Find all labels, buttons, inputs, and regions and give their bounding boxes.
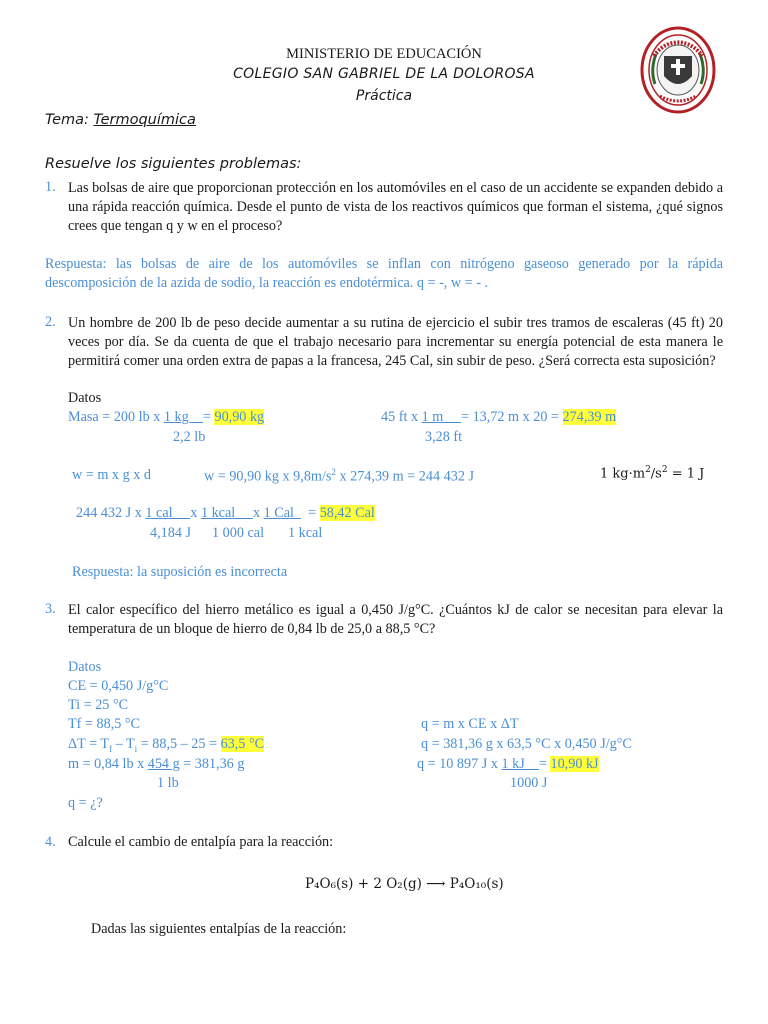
q3-ti: Ti = 25 °C: [68, 697, 129, 713]
q1-number: 1.: [45, 179, 56, 195]
q2-number: 2.: [45, 314, 56, 330]
q3-q-denominator: 1000 J: [510, 775, 548, 791]
q2-work-formula: w = m x g x d: [72, 467, 151, 483]
q3-q-conversion: q = 10 897 J x 1 kJ = 10,90 kJ: [417, 756, 599, 772]
q3-ce: CE = 0,450 J/g°C: [68, 678, 169, 694]
q2-height-conversion: 45 ft x 1 m = 13,72 m x 20 = 274,39 m: [381, 409, 617, 425]
energy-result: 58,42 Cal: [319, 505, 375, 521]
heat-result: 10,90 kJ: [550, 756, 599, 772]
q4-given-text: Dadas las siguientes entalpías de la reacción:: [91, 921, 347, 937]
q3-q-unknown: q = ¿?: [68, 795, 103, 811]
q3-q-formula: q = m x CE x ΔT: [421, 716, 519, 732]
q3-tf: Tf = 88,5 °C: [68, 716, 140, 732]
q2-mass-denominator: 2,2 lb: [173, 429, 206, 445]
topic-line: [45, 112, 196, 128]
topic-label: Tema:: [45, 112, 89, 128]
q4-reaction: P₄O₆(s) + 2 O₂(g) ⟶ P₄O₁₀(s): [305, 876, 504, 892]
page-subtitle: Práctica: [355, 88, 413, 104]
ministry-title: MINISTERIO DE EDUCACIÓN: [286, 46, 482, 62]
q2-answer: Respuesta: la suposición es incorrecta: [72, 564, 288, 580]
q3-text: El calor específico del hierro metálico es igual a 0,450 J/g°C. ¿Cuántos kJ de calor se necesitan para elevar la temperatura de un bloque de hierro de 0,84 lb de 25,0 a 88,5 °C?: [68, 602, 723, 637]
q2-mass-conversion: Masa = 200 lb x 1 kg = 90,90 kg: [68, 409, 265, 425]
mass-result: 90,90 kg: [214, 409, 265, 425]
q2-height-denominator: 3,28 ft: [425, 429, 463, 445]
q3-q-calculation: q = 381,36 g x 63,5 °C x 0,450 J/g°C: [421, 736, 632, 752]
q2-text: Un hombre de 200 lb de peso decide aumentar a su rutina de ejercicio el subir tres tramos de escaleras (45 ft) 20 veces por día. Se da cuenta de que el trabajo necesario para incrementar su energía potencial de esta manera le permitirá comer una orden extra de papas a la francesa, 245 Cal, sin subir de peso. ¿Será correcta esta suposición?: [68, 315, 723, 369]
q3-datos-label: Datos: [68, 659, 102, 675]
q3-number: 3.: [45, 601, 56, 617]
school-seal-logo: [640, 26, 716, 114]
q3-delta-t: $\Delta T = T_f - T_i = 88,5 - 25 = 63,5$ °C: [68, 736, 265, 754]
q2-denom-2: 1 000 cal: [212, 525, 265, 541]
q4-number: 4.: [45, 834, 56, 850]
q2-unit-equivalence: 1 $kg\cdot m^2/s^2 = 1$ J: [600, 465, 705, 482]
q2-energy-conversion: 244 432 J x 1 cal x 1 kcal x 1 Cal = 58,42 Cal: [76, 505, 375, 521]
q1-text: Las bolsas de aire que proporcionan protección en los automóviles en el caso de un accidente se expanden debido a una rápida reacción química. Desde el punto de vista de los reactivos químicos que forman el sistema, ¿qué signos crees que tengan q y w en el proceso?: [68, 180, 723, 234]
school-name: COLEGIO SAN GABRIEL DE LA DOLOROSA: [233, 66, 535, 82]
q4-text: Calcule el cambio de entalpía para la reacción:: [68, 834, 334, 850]
height-result: 274,39 m: [562, 409, 617, 425]
q2-work-calculation: w = 90,90 kg x $9,8m/s^2$ x 274,39 m = 244 432 J: [204, 467, 474, 485]
q1-answer: Respuesta: las bolsas de aire de los automóviles se inflan con nitrógeno gaseoso generado por la rápida descomposición de la azida de sodio, la reacción es endotérmica. q = -, w = - .: [45, 256, 723, 291]
q2-denom-3: 1 kcal: [288, 525, 323, 541]
topic-value: Termoquímica: [93, 112, 196, 128]
q2-datos-label: Datos: [68, 390, 102, 406]
q2-denom-1: 4,184 J: [150, 525, 191, 541]
instruction-heading: Resuelve los siguientes problemas:: [45, 156, 302, 172]
q3-mass: m = 0,84 lb x 454 g = 381,36 g: [68, 756, 245, 772]
q3-mass-denominator: 1 lb: [157, 775, 179, 791]
delta-t-result: 63,5 °C: [220, 736, 265, 752]
